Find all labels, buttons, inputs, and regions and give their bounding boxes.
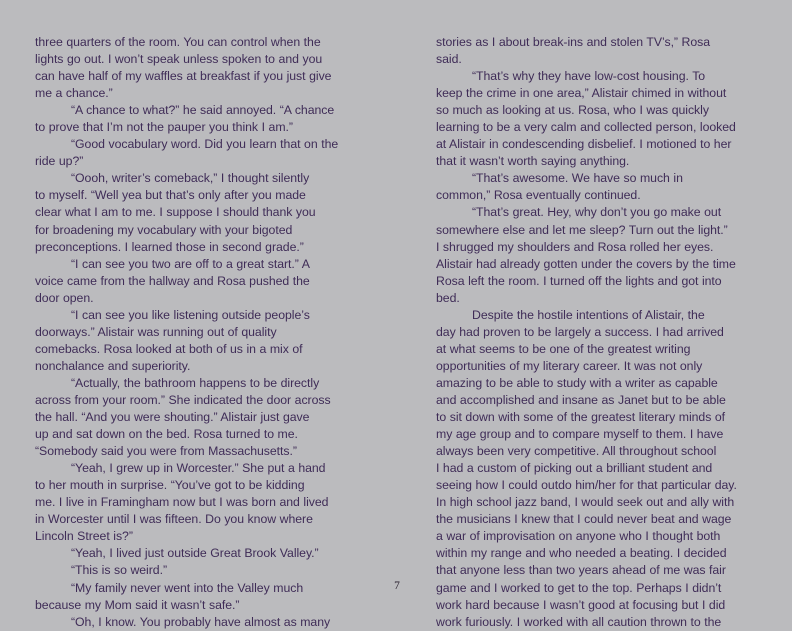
text-line: game and I worked to get to the top. Perhaps I didn’t — [436, 580, 722, 595]
page-number: 7 — [394, 580, 400, 592]
text-line: somewhere else and let me sleep? Turn out the light.” — [436, 222, 728, 237]
text-line: Lincoln Street is?” — [35, 529, 133, 544]
text-line: “I can see you two are off to a great start.” A — [71, 256, 310, 271]
text-line: so much as looking at us. Rosa, who I was quickly — [436, 103, 709, 118]
text-line: Alistair had already gotten under the covers by the time — [436, 256, 736, 271]
text-line: nonchalance and superiority. — [35, 358, 191, 373]
text-line: a war of improvisation on anyone who I thought both — [436, 529, 721, 544]
text-line: “Oh, I know. You probably have almost as many — [71, 614, 331, 629]
text-line: said. — [436, 52, 462, 67]
text-line: me. I live in Framingham now but I was born and lived — [35, 495, 329, 510]
text-line: my age group and to compare myself to them. I have — [436, 427, 724, 442]
text-line: “That’s great. Hey, why don’t you go make out — [472, 205, 722, 220]
text-line: work hard because I wasn’t good at focusing but I did — [436, 597, 726, 612]
right-body-text — [436, 34, 754, 631]
text-line: “Actually, the bathroom happens to be directly — [71, 375, 320, 390]
text-line: day had proven to be largely a success. I had arrived — [436, 324, 724, 339]
text-line: Rosa left the room. I turned off the lights and got into — [436, 273, 722, 288]
text-line: across from your room.” She indicated the door across — [35, 392, 331, 407]
text-line: up and sat down on the bed. Rosa turned to me. — [35, 427, 298, 442]
text-line: bed. — [436, 290, 460, 305]
text-line: clear what I am to me. I suppose I should thank you — [35, 205, 316, 220]
right-page — [396, 0, 792, 629]
text-line: three quarters of the room. You can control when the — [35, 35, 321, 49]
left-body-text — [35, 34, 363, 631]
text-line: Despite the hostile intentions of Alistair, the — [472, 307, 705, 322]
text-line: I had a custom of picking out a brilliant student and — [436, 461, 713, 476]
text-line: doorways.” Alistair was running out of quality — [35, 324, 277, 339]
text-line: “My family never went into the Valley much — [71, 580, 304, 595]
text-line: “I can see you like listening outside people’s — [71, 307, 310, 322]
left-page — [0, 0, 396, 629]
text-line: comebacks. Rosa looked at both of us in a mix of — [35, 341, 303, 356]
text-line: “Good vocabulary word. Did you learn that on the — [71, 137, 339, 152]
text-line: me a chance.” — [35, 86, 113, 101]
text-line: to sit down with some of the greatest literary minds of — [436, 410, 726, 425]
text-line: “Oooh, writer’s comeback,” I thought silently — [71, 171, 310, 186]
text-line: that it wasn’t worth saying anything. — [436, 154, 630, 169]
text-line: to myself. “Well yea but that’s only after you made — [35, 188, 306, 203]
text-line: “That’s awesome. We have so much in — [472, 171, 683, 186]
text-line: “A chance to what?” he said annoyed. “A chance — [71, 103, 335, 118]
text-line: and accomplished and insane as Janet but to be able — [436, 392, 726, 407]
text-line: because my Mom said it wasn’t safe.” — [35, 597, 240, 612]
text-line: door open. — [35, 290, 94, 305]
text-line: “That’s why they have low-cost housing. To — [472, 69, 706, 84]
text-line: for broadening my vocabulary with your bigoted — [35, 222, 293, 237]
text-line: In high school jazz band, I would seek out and ally with — [436, 495, 735, 510]
text-line: voice came from the hallway and Rosa pushed the — [35, 273, 310, 288]
text-line: common,” Rosa eventually continued. — [436, 188, 641, 203]
text-line: in Worcester until I was fifteen. Do you know where — [35, 512, 313, 527]
text-line: “Yeah, I grew up in Worcester.” She put a hand — [71, 461, 326, 476]
text-line: preconceptions. I learned those in second grade.” — [35, 239, 304, 254]
text-line: at Alistair in condescending disbelief. I motioned to her — [436, 137, 732, 152]
text-line: learning to be a very calm and collected person, looked — [436, 120, 736, 135]
text-line: the musicians I knew that I could never beat and wage — [436, 512, 732, 527]
text-line: within my range and who needed a beating. I decided — [436, 546, 727, 561]
text-line: I shrugged my shoulders and Rosa rolled her eyes. — [436, 239, 714, 254]
text-line: opportunities of my literary career. It was not only — [436, 358, 703, 373]
text-line: amazing to be able to study with a writer as capable — [436, 375, 718, 390]
text-line: to her mouth in surprise. “You’ve got to be kidding — [35, 478, 305, 493]
text-line: ride up?” — [35, 154, 84, 169]
left-text-column — [35, 34, 363, 631]
text-line: the hall. “And you were shouting.” Alistair just gave — [35, 410, 310, 425]
right-text-column — [436, 34, 754, 631]
text-line: lights go out. I won’t speak unless spoken to and you — [35, 52, 323, 67]
text-line: keep the crime in one area,” Alistair chimed in without — [436, 86, 727, 101]
text-line: “Yeah, I lived just outside Great Brook Valley.” — [71, 546, 319, 561]
text-line: “This is so weird.” — [71, 563, 167, 578]
text-line: work furiously. I worked with all caution thrown to the — [436, 614, 722, 629]
text-line: always been very competitive. All throughout school — [436, 444, 717, 459]
text-line: can have half of my waffles at breakfast if you just give — [35, 69, 332, 84]
text-line: stories as I about break-ins and stolen TV’s,” Rosa — [436, 35, 711, 49]
text-line: seeing how I could outdo him/her for that particular day. — [436, 478, 737, 493]
text-line: to prove that I’m not the pauper you think I am.” — [35, 120, 293, 135]
text-line: at what seems to be one of the greatest writing — [436, 341, 691, 356]
text-line: that anyone less than two years ahead of me was fair — [436, 563, 726, 578]
text-line: “Somebody said you were from Massachusetts.” — [35, 444, 297, 459]
